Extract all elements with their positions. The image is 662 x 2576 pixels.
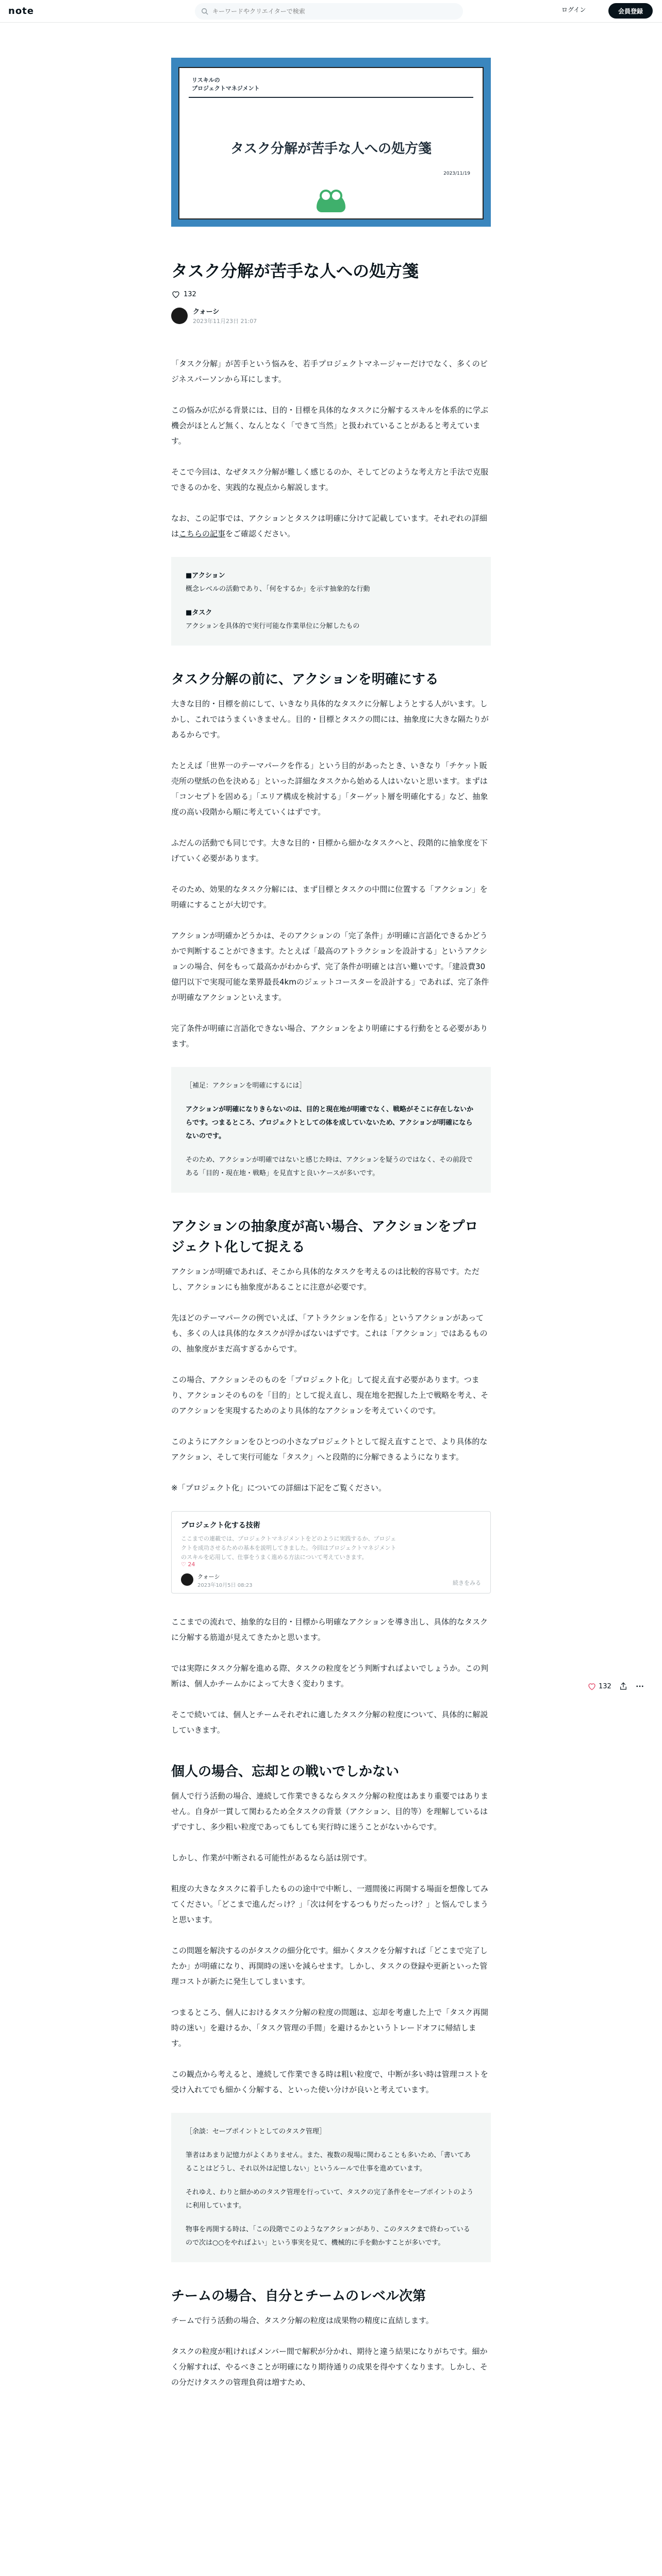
hero-title: タスク分解が苦手な人への処方箋: [230, 141, 432, 157]
hero-image: [171, 58, 491, 227]
paragraph: アクションが明確であれば、そこから具体的なタスクを考えるのは比較的容易です。ただし、アクションにも抽象度があることに注意が必要です。: [171, 1267, 480, 1292]
header: [0, 0, 662, 23]
article-column: [171, 23, 491, 2390]
author-info[interactable]: [171, 306, 491, 325]
paragraph: そこで今回は、なぜタスク分解が難しく感じるのか、そしてどのような考え方と手法で克服できるのかを、実践的な視点から解説します。: [171, 467, 489, 492]
section-heading: 個人の場合、忘却との戦いでしかない: [171, 1764, 400, 1780]
search-bar[interactable]: [195, 3, 463, 20]
paragraph: なお、この記事では、アクションとタスクは明確に分けて記載しています。それぞれの詳細はこちらの記事をご確認ください。: [171, 514, 488, 538]
card-date: 2023年10月5日 08:23: [197, 1583, 253, 1588]
note-box: ［補足：アクションを明確にするには］ アクションが明確になりきらないのは、目的と現在地が明確でなく、戦略がそこに存在しないからです。つまるところ、プロジェクトとしての体を成していないため、アクションが明確にならないのです。 そのため、アクションが明確ではないと感じた時は、アクションを疑うのではなく、その前段である「目的・現在地・戦略」を見直すと良いケースが多いです。: [171, 1067, 491, 1193]
card-read-more[interactable]: 続きをみる: [453, 1580, 481, 1586]
search-input[interactable]: [212, 8, 450, 15]
paragraph: アクションが明確かどうかは、そのアクションの「完了条件」が明確に言語化できるかどうかで判断することができます。たとえば「最高のアトラクションを設計する」というアクションの場合、何をもって最高かがわからず、完了条件が明確とは言い難いです。「建設費30億円以下で実現可能な業界最長4kmのジェットコースターを設計する」であれば、完了条件が明確なアクションといえます。: [171, 931, 489, 1002]
paragraph: ふだんの活動でも同じです。大きな目的・目標から細かなタスクへと、段階的に抽象度を下げていく必要があります。: [171, 838, 488, 863]
paragraph: この観点から考えると、連続して作業できる時は粗い粒度で、中断が多い時は管理コストを受け入れてでも細かく分解する、といった使い分けが良いと考えています。: [171, 2070, 488, 2094]
paragraph: 先ほどのテーマパークの例でいえば、「アトラクションを作る」というアクションがあっても、多くの人は具体的なタスクが浮かばないはずです。これは「アクション」ではあるものの、抽象度がまだ高すぎるからです。: [171, 1313, 488, 1353]
paragraph: つまるところ、個人におけるタスク分解の粒度の問題は、忘却を考慮した上で「タスク再開時の迷い」を避けるか、「タスク管理の手間」を避けるかというトレードオフに帰結します。: [171, 2008, 489, 2048]
paragraph: この悩みが広がる背景には、目的・目標を具体的なタスクに分解するスキルを体系的に学ぶ機会がほとんど無く、なんとなく「できて当然」と扱われていることがあると考えています。: [171, 405, 488, 446]
card-author: クォーシ: [197, 1573, 220, 1580]
note-logo[interactable]: note: [8, 6, 34, 16]
paragraph: そこで続いては、個人とチームそれぞれに適したタスク分解の粒度について、具体的に解説していきます。: [171, 1710, 488, 1735]
floating-like[interactable]: 132: [587, 1682, 611, 1691]
heart-icon[interactable]: [587, 1682, 597, 1691]
heart-icon[interactable]: [171, 290, 180, 299]
card-description: ここまでの連載では、プロジェクトマネジメントをどのように実践するか、プロジェクトを成功させるための基本を説明してきました。今回はプロジェクトマネジメントのスキルを応用して、仕事をうまく進める方法について考えていきます。: [181, 1535, 396, 1561]
paragraph: チームで行う活動の場合、タスク分解の粒度は成果物の精度に直結します。: [171, 2316, 434, 2325]
publish-date: 2023年11月23日 21:07: [193, 318, 257, 325]
hero-rule: [189, 97, 473, 98]
paragraph: ※「プロジェクト化」についての詳細は下記をご覧ください。: [171, 1483, 386, 1493]
paragraph: たとえば「世界一のテーマパークを作る」という目的があったとき、いきなり「チケット販売所の壁紙の色を決める」といった詳細なタスクから始める人はいないと思います。まずは「コンセプトを固める」「エリア構成を検討する」「ターゲット層を明確化する」など、抽象度の高い段階から順に考えていくはずです。: [171, 761, 488, 817]
section-heading: タスク分解の前に、アクションを明確にする: [171, 672, 439, 687]
share-icon[interactable]: [619, 1682, 628, 1691]
paragraph: ここまでの流れで、抽象的な目的・目標から明確なアクションを導き出し、具体的なタスクに分解する筋道が見えてきたかと思います。: [171, 1617, 488, 1642]
card-like-count: ♡ 24: [181, 1561, 195, 1568]
aside-box: ［余談：セーブポイントとしてのタスク管理］ 筆者はあまり記憶力がよくありません。また、複数の現場に関わることも多いため、「書いてあることはどうし、それ以外は記憶しない」というルールで仕事を進めています。 それゆえ、わりと細かめのタスク管理を行っていて、タスクの完了条件をセーブポイントのように利用しています。 物事を再開する時は、「この段階でこのようなアクションがあり、このタスクまで終わっているので次は○○をやればよい」という事実を見て、機械的に手を動かすことが多いです。: [171, 2113, 491, 2262]
related-article-link[interactable]: こちらの記事: [179, 529, 226, 538]
paragraph: 完了条件が明確に言語化できない場合、アクションをより明確にする行動をとる必要があります。: [171, 1024, 488, 1048]
author-name[interactable]: クォーシ: [193, 308, 220, 316]
definition-box: ■アクション 概念レベルの活動であり、「何をするか」を示す抽象的な行動 ■タスク アクションを具体的で実行可能な作業単位に分解したもの: [171, 557, 491, 646]
article-title: タスク分解が苦手な人への処方箋: [171, 261, 419, 281]
floating-actions: [587, 1682, 644, 1691]
paragraph: この問題を解決するのがタスクの細分化です。細かくタスクを分解すれば「どこまで完了したか」が明確になり、再開時の迷いを減らせます。しかし、タスクの登録や更新といった管理コストが新たに発生してしまいます。: [171, 1946, 488, 1986]
hero-date: 2023/11/19: [443, 171, 470, 176]
avatar[interactable]: [171, 308, 188, 324]
section-heading: アクションの抽象度が高い場合、アクションをプロジェクト化して捉える: [171, 1219, 478, 1255]
login-link[interactable]: ログイン: [561, 6, 586, 13]
paragraph: 大きな目的・目標を前にして、いきなり具体的なタスクに分解しようとする人がいます。しかし、これではうまくいきません。目的・目標とタスクの間には、抽象度に大きな隔たりがあるからです。: [171, 699, 489, 739]
like-count[interactable]: 132: [171, 290, 491, 299]
paragraph: このようにアクションをひとつの小さなプロジェクトとして捉え直すことで、より具体的なアクション、そして実行可能な「タスク」へと段階的に分解できるようになります。: [171, 1437, 488, 1462]
avatar: [181, 1573, 193, 1586]
card-title[interactable]: プロジェクト化する技術: [181, 1521, 260, 1530]
paragraph: しかし、作業が中断される可能性があるなら話は別です。: [171, 1853, 372, 1862]
hero-series-label: リスキルの プロジェクトマネジメント: [192, 77, 260, 92]
paragraph: そのため、効果的なタスク分解には、まず目標とタスクの中間に位置する「アクション」を明確にすることが大切です。: [171, 885, 488, 909]
paragraph: 「タスク分解」が苦手という悩みを、若手プロジェクトマネージャーだけでなく、多くのビジネスパーソンから耳にします。: [171, 359, 488, 384]
article-body: [171, 356, 491, 2390]
paragraph: タスクの粒度が粗ければメンバー間で解釈が分かれ、期待と違う結果になりがちです。細かく分解すれば、やるべきことが明確になり期待通りの成果を得やすくなります。しかし、その分だけタスクの管理負荷は増すため、: [171, 2347, 488, 2387]
paragraph: 粗度の大きなタスクに着手したものの途中で中断し、一週間後に再開する場面を想像してみてください。「どこまで進んだっけ？」「次は何をするつもりだったっけ？」と悩んでしまうと思います。: [171, 1884, 489, 1924]
embedded-article-card[interactable]: [171, 1511, 491, 1594]
paragraph: 個人で行う活動の場合、連続して作業できるならタスク分解の粒度はあまり重要ではありません。自身が一貫して関わるため全タスクの背景（アクション、目的等）を理解しているはずですし、多少粗い粒度であってもしても実行時に迷うことがないからです。: [171, 1791, 489, 1832]
register-button[interactable]: 会員登録: [608, 3, 653, 19]
frog-illustration: [317, 193, 345, 212]
section-heading: チームの場合、自分とチームのレベル次第: [171, 2289, 426, 2304]
search-icon: [201, 8, 208, 15]
paragraph: では実際にタスク分解を進める際、タスクの粒度をどう判断すればよいでしょうか。この判断は、個人かチームかによって大きく変わります。: [171, 1664, 489, 1688]
paragraph: この場合、アクションそのものを「プロジェクト化」して捉え直す必要があります。つまり、アクションそのものを「目的」として捉え直し、現在地を把握した上で戦略を考え、そのアクションを実現するためのより具体的なアクションを考えていくのです。: [171, 1375, 489, 1415]
more-icon[interactable]: [635, 1682, 644, 1691]
